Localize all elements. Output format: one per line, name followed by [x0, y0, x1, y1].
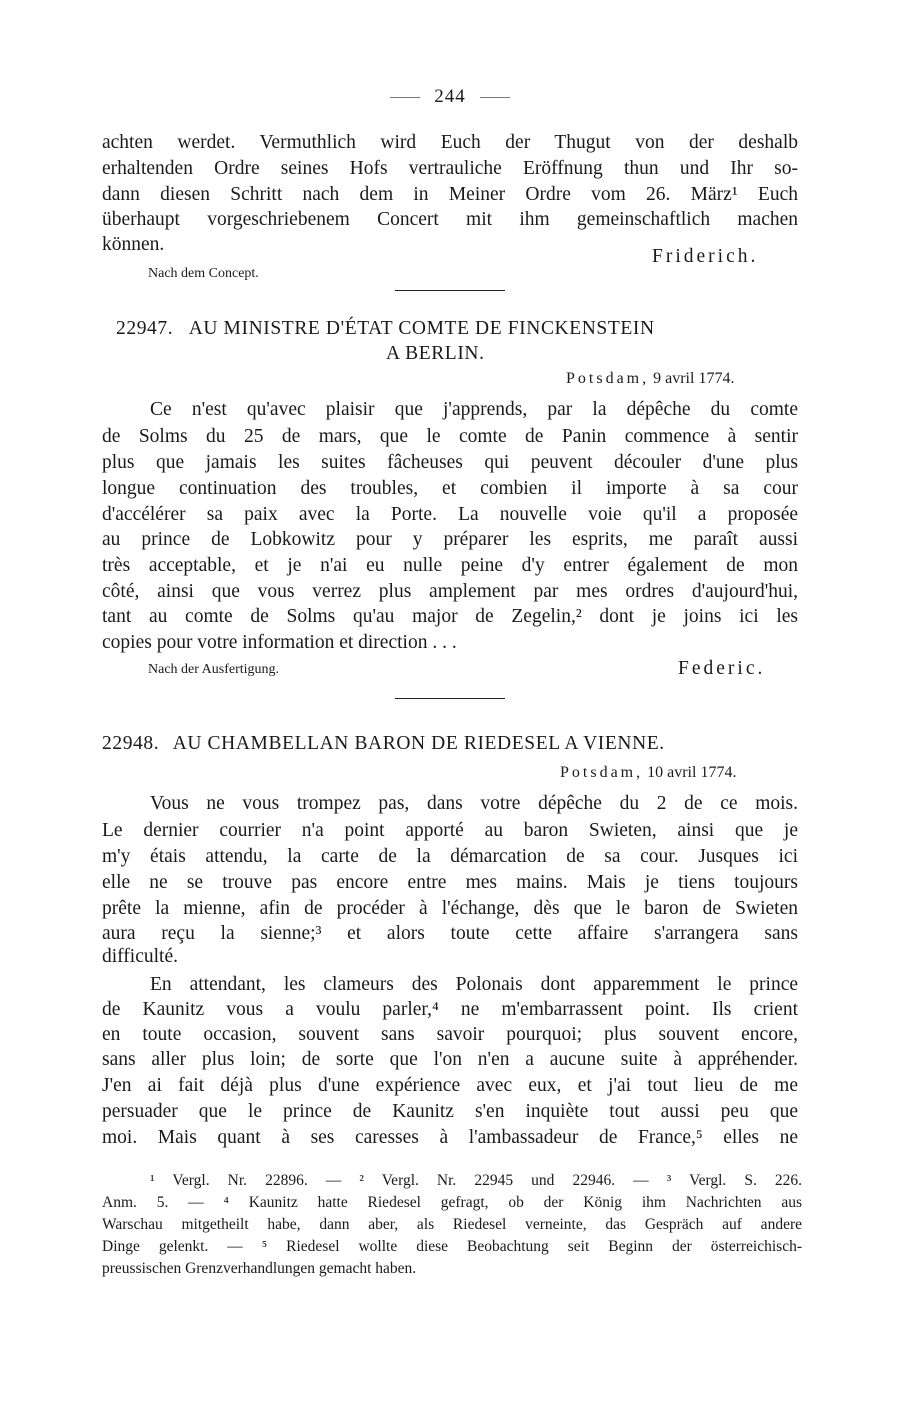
text-line: können.	[102, 234, 165, 255]
text-line: J'en ai fait déjà plus d'une expérience avec eux, et j'ai tout lieu de me	[102, 1075, 798, 1096]
text-line: au prince de Lobkowitz pour y préparer les esprits, me paraît aussi	[102, 529, 798, 550]
place: Potsdam,	[566, 370, 650, 387]
text-line: persuader que le prince de Kaunitz s'en inquiète tout aussi peu que	[102, 1101, 798, 1122]
text-line: m'y étais attendu, la carte de la démarcation de sa cour. Jusques ici	[102, 846, 798, 867]
footnote-line: Dinge gelenkt. — ⁵ Riedesel wollte diese Beobachtung seit Beginn der österreichisch-	[102, 1238, 802, 1255]
text-line: sans aller plus loin; de sorte que l'on n'en a aucune suite à appréhender.	[102, 1049, 798, 1070]
text-line: Vous ne vous trompez pas, dans votre dépêche du 2 de ce mois.	[150, 793, 798, 814]
letter-number: 22948.	[102, 733, 160, 754]
signature: Federic.	[678, 658, 766, 679]
letter-number: 22947.	[116, 318, 174, 339]
section-rule	[395, 290, 505, 291]
text-line: de Kaunitz vous a voulu parler,⁴ ne m'embarrassent point. Ils crient	[102, 999, 798, 1020]
signature: Friderich.	[652, 246, 759, 267]
letter-heading	[116, 318, 655, 340]
letter-heading	[102, 733, 665, 755]
text-line: copies pour votre information et direction . . .	[102, 632, 457, 653]
place: Potsdam,	[560, 764, 644, 781]
footnote-line: ¹ Vergl. Nr. 22896. — ² Vergl. Nr. 22945 und 22946. — ³ Vergl. S. 226.	[150, 1172, 802, 1189]
place-date	[560, 764, 736, 782]
text-line: Ce n'est qu'avec plaisir que j'apprends, par la dépêche du comte	[150, 399, 798, 420]
text-line: überhaupt vorgeschriebenem Concert mit ihm gemeinschaftlich machen	[102, 209, 798, 230]
text-line: elle ne se trouve pas encore entre mes mains. Mais je tiens toujours	[102, 872, 798, 893]
letter-title: AU CHAMBELLAN BARON DE RIEDESEL A VIENNE.	[172, 733, 665, 754]
letter-title: AU MINISTRE D'ÉTAT COMTE DE FINCKENSTEIN	[188, 318, 655, 339]
text-line: côté, ainsi que vous verrez plus amplement par mes ordres d'aujourd'hui,	[102, 581, 798, 602]
text-line: plus que jamais les suites fâcheuses qui peuvent découler d'une plus	[102, 452, 798, 473]
text-line: longue continuation des troubles, et combien il importe à sa cour	[102, 478, 798, 499]
text-line: en toute occasion, souvent sans savoir pourquoi; plus souvent encore,	[102, 1024, 798, 1045]
letter-title-line2: A BERLIN.	[386, 343, 485, 364]
text-line: moi. Mais quant à ses caresses à l'ambassadeur de France,⁵ elles ne	[102, 1127, 798, 1148]
source-note: Nach der Ausfertigung.	[148, 662, 280, 677]
date: 10 avril 1774.	[647, 764, 737, 781]
text-line: prête la mienne, afin de procéder à l'échange, dès que le baron de Swieten	[102, 898, 798, 919]
text-line: Le dernier courrier n'a point apporté au baron Swieten, ainsi que je	[102, 820, 798, 841]
section-rule	[395, 698, 505, 699]
footnote-line: Warschau mitgetheilt habe, dann aber, als Riedesel verneinte, das Gespräch auf andere	[102, 1216, 802, 1233]
text-line: tant au comte de Solms qu'au major de Zegelin,² dont je joins ici les	[102, 606, 798, 627]
footnote-line: Anm. 5. — ⁴ Kaunitz hatte Riedesel gefragt, ob der König ihm Nachrichten aus	[102, 1194, 802, 1211]
text-line: dann diesen Schritt nach dem in Meiner Ordre vom 26. März¹ Euch	[102, 184, 798, 205]
source-note: Nach dem Concept.	[148, 266, 259, 281]
place-date	[566, 370, 734, 388]
text-line: En attendant, les clameurs des Polonais dont apparemment le prince	[150, 974, 798, 995]
text-line: aura reçu la sienne;³ et alors toute cette affaire s'arrangera sans	[102, 923, 798, 944]
header-dash-right	[480, 97, 510, 98]
text-line: de Solms du 25 de mars, que le comte de Panin commence à sentir	[102, 426, 798, 447]
header-dash-left	[390, 97, 420, 98]
page-number: 244	[434, 86, 466, 107]
footnote-line: preussischen Grenzverhandlungen gemacht haben.	[102, 1260, 417, 1277]
page-header	[0, 86, 900, 108]
text-line: achten werdet. Vermuthlich wird Euch der Thugut von der deshalb	[102, 132, 798, 153]
text-line: très acceptable, et je n'ai eu nulle peine d'y entrer également de mon	[102, 555, 798, 576]
text-line: d'accélérer sa paix avec la Porte. La nouvelle voie qu'il a proposée	[102, 504, 798, 525]
text-line: difficulté.	[102, 946, 178, 967]
date: 9 avril 1774.	[653, 370, 735, 387]
text-line: erhaltenden Ordre seines Hofs vertrauliche Eröffnung thun und Ihr so-	[102, 158, 798, 179]
